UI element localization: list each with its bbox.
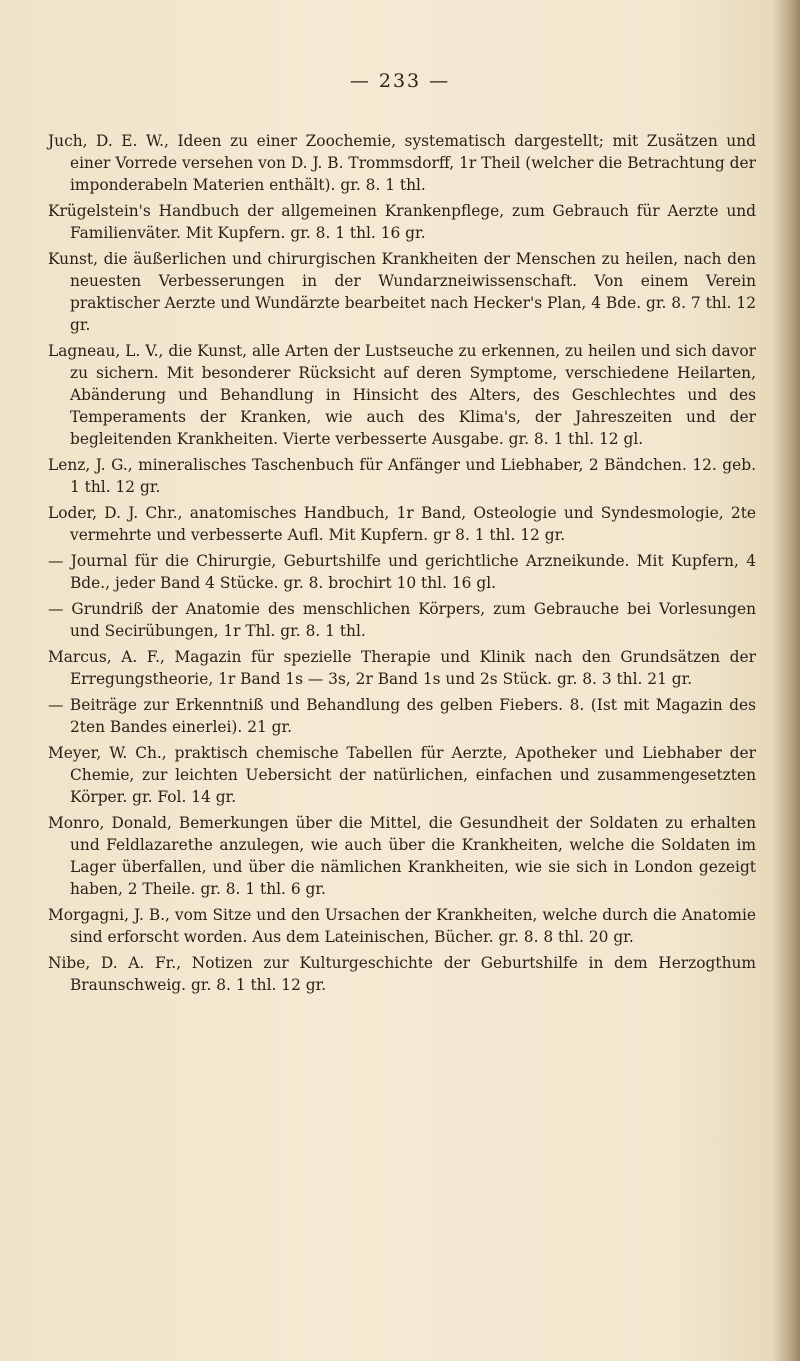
catalog-entry: Marcus, A. F., Magazin für spezielle Therapie und Klinik nach den Grundsätzen der Erregungstheorie, 1r Band 1s — 3s, 2r Band 1s und 2s Stück. gr. 8. 3 thl. 21 gr. bbox=[48, 648, 756, 688]
catalog-entry: Juch, D. E. W., Ideen zu einer Zoochemie, systematisch dargestellt; mit Zusätzen und einer Vorrede versehen von D. J. B. Trommsdorff, 1r Theil (welcher die Betrachtung der imponderabeln Materien enthält). gr. 8. 1 thl. bbox=[48, 132, 756, 194]
catalog-entry: — Grundriß der Anatomie des menschlichen Körpers, zum Gebrauche bei Vorlesungen und Secirübungen, 1r Thl. gr. 8. 1 thl. bbox=[48, 600, 756, 640]
catalog-entry: Loder, D. J. Chr., anatomisches Handbuch, 1r Band, Osteologie und Syndesmologie, 2te vermehrte und verbesserte Aufl. Mit Kupfern. gr 8. 1 thl. 12 gr. bbox=[48, 504, 756, 544]
catalog-entry: — Journal für die Chirurgie, Geburtshilfe und gerichtliche Arzneikunde. Mit Kupfern, 4 Bde., jeder Band 4 Stücke. gr. 8. brochirt 10 thl. 16 gl. bbox=[48, 552, 756, 592]
catalog-entry: Nibe, D. A. Fr., Notizen zur Kulturgeschichte der Geburtshilfe in dem Herzogthum Braunschweig. gr. 8. 1 thl. 12 gr. bbox=[48, 954, 756, 994]
page-edge-shadow bbox=[772, 0, 800, 1361]
catalog-entry: Lagneau, L. V., die Kunst, alle Arten der Lustseuche zu erkennen, zu heilen und sich davor zu sichern. Mit besonderer Rücksicht auf deren Symptome, verschiedene Heilarten, Abänderung und Behandlung in Hinsicht des Alters, des Geschlechtes und des Temperaments der Kranken, wie auch des Klima's, der Jahreszeiten und der begleitenden Krankheiten. Vierte verbesserte Ausgabe. gr. 8. 1 thl. 12 gl. bbox=[48, 342, 756, 448]
catalog-entry: Meyer, W. Ch., praktisch chemische Tabellen für Aerzte, Apotheker und Liebhaber der Chemie, zur leichten Uebersicht der natürlichen, einfachen und zusammengesetzten Körper. gr. Fol. 14 gr. bbox=[48, 744, 756, 806]
catalog-entry: Krügelstein's Handbuch der allgemeinen Krankenpflege, zum Gebrauch für Aerzte und Familienväter. Mit Kupfern. gr. 8. 1 thl. 16 gr. bbox=[48, 202, 756, 242]
catalog-entry: Lenz, J. G., mineralisches Taschenbuch für Anfänger und Liebhaber, 2 Bändchen. 12. geb. 1 thl. 12 gr. bbox=[48, 456, 756, 496]
catalog-entry: Morgagni, J. B., vom Sitze und den Ursachen der Krankheiten, welche durch die Anatomie sind erforscht worden. Aus dem Lateinischen, Bücher. gr. 8. 8 thl. 20 gr. bbox=[48, 906, 756, 946]
catalog-entry: — Beiträge zur Erkenntniß und Behandlung des gelben Fiebers. 8. (Ist mit Magazin des 2ten Bandes einerlei). 21 gr. bbox=[48, 696, 756, 736]
catalog-entries bbox=[48, 130, 756, 1000]
catalog-entry: Monro, Donald, Bemerkungen über die Mittel, die Gesundheit der Soldaten zu erhalten und Feldlazarethe anzulegen, wie auch über die Krankheiten, welche die Soldaten im Lager überfallen, und über die nämlichen Krankheiten, wie sie sich in London gezeigt haben, 2 Theile. gr. 8. 1 thl. 6 gr. bbox=[48, 814, 756, 898]
catalog-entry: Kunst, die äußerlichen und chirurgischen Krankheiten der Menschen zu heilen, nach den neuesten Verbesserungen in der Wundarzneiwissenschaft. Von einem Verein praktischer Aerzte und Wundärzte bearbeitet nach Hecker's Plan, 4 Bde. gr. 8. 7 thl. 12 gr. bbox=[48, 250, 756, 334]
page-number: — 233 — bbox=[349, 70, 451, 92]
